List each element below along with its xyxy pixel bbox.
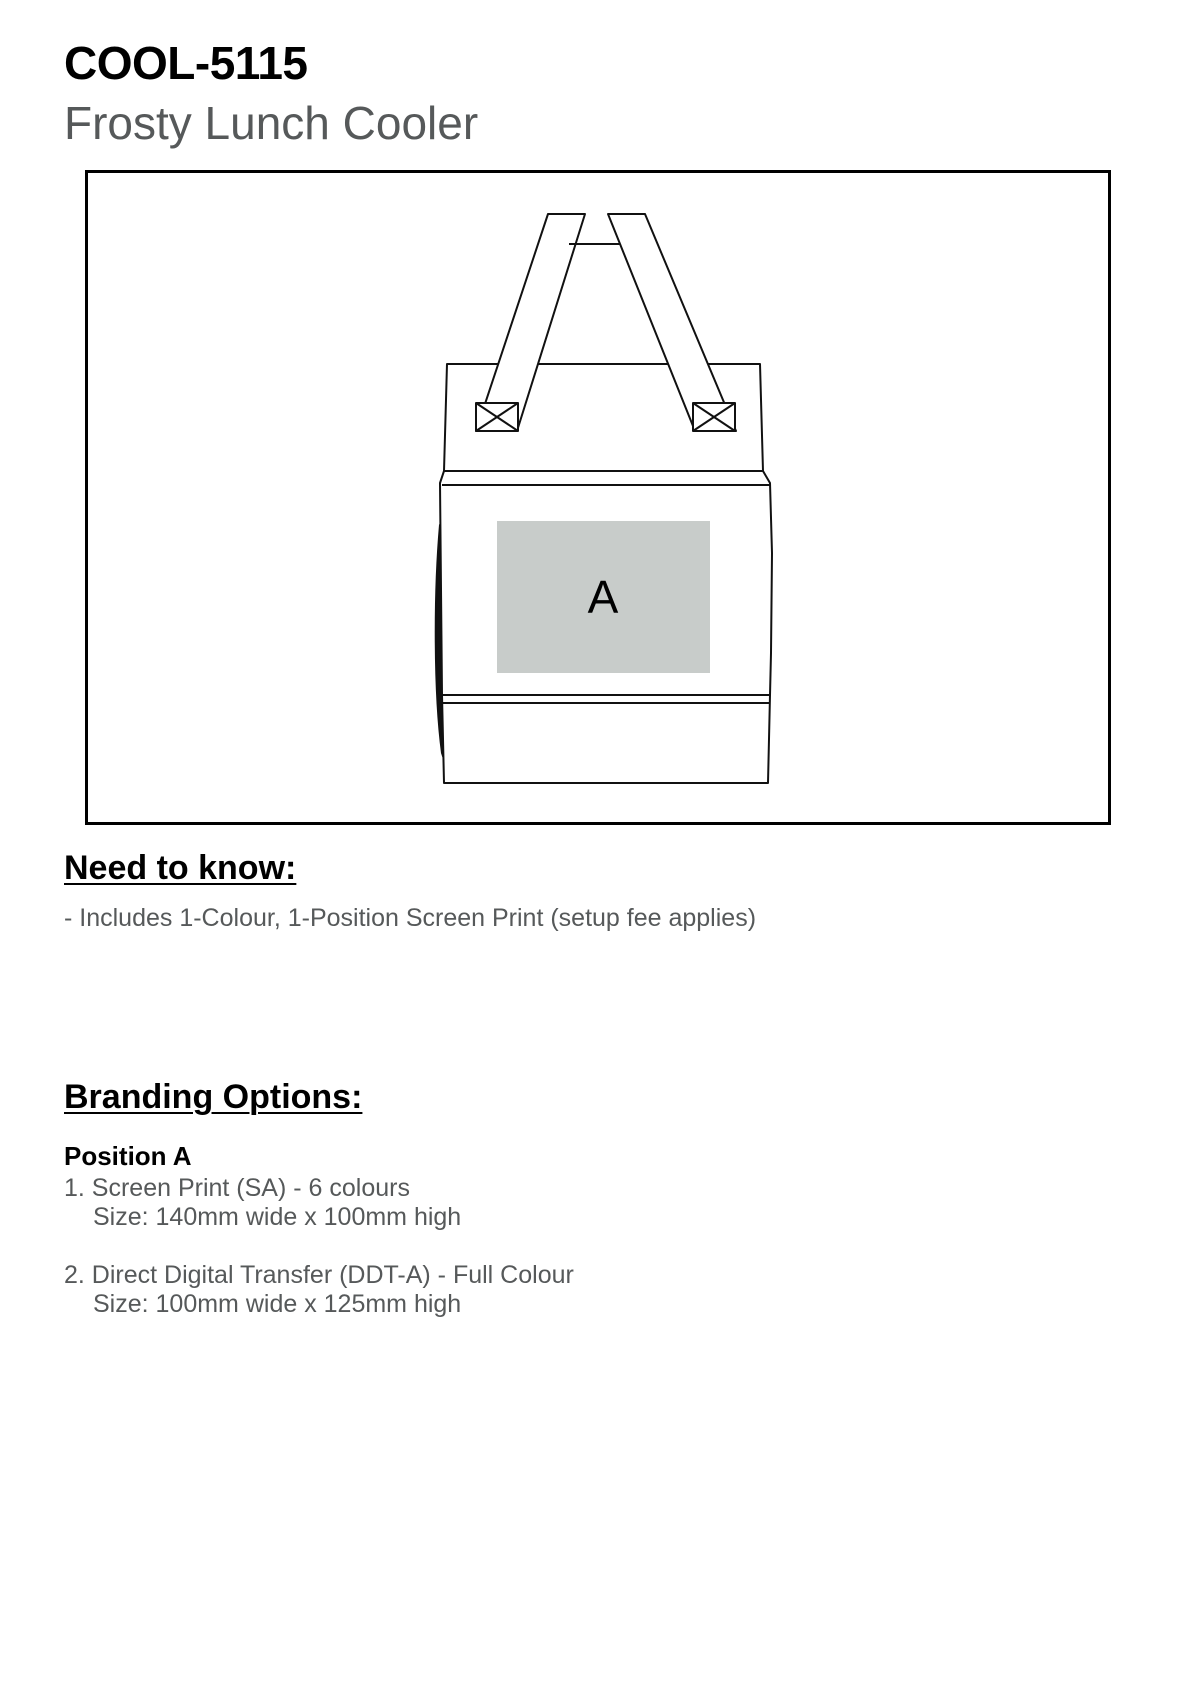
need-to-know-heading: Need to know:: [64, 849, 297, 887]
branding-option-1: [64, 1174, 461, 1232]
need-to-know-item: - Includes 1-Colour, 1-Position Screen Print (setup fee applies): [64, 904, 757, 932]
branding-options-heading: Branding Options:: [64, 1078, 363, 1116]
cooler-bag-drawing: [88, 173, 1108, 822]
option-size: Size: 100mm wide x 125mm high: [93, 1290, 462, 1318]
option-label: 1. Screen Print (SA) - 6 colours: [64, 1174, 410, 1202]
option-size: Size: 140mm wide x 100mm high: [93, 1203, 462, 1231]
option-label: 2. Direct Digital Transfer (DDT-A) - Full Colour: [64, 1261, 574, 1289]
position-a-title: Position A: [64, 1141, 192, 1171]
product-illustration-frame: [85, 170, 1111, 825]
product-name: Frosty Lunch Cooler: [64, 97, 479, 149]
product-code: COOL-5115: [64, 37, 308, 89]
branding-option-2: [64, 1261, 574, 1319]
print-area-label: A: [587, 571, 619, 623]
